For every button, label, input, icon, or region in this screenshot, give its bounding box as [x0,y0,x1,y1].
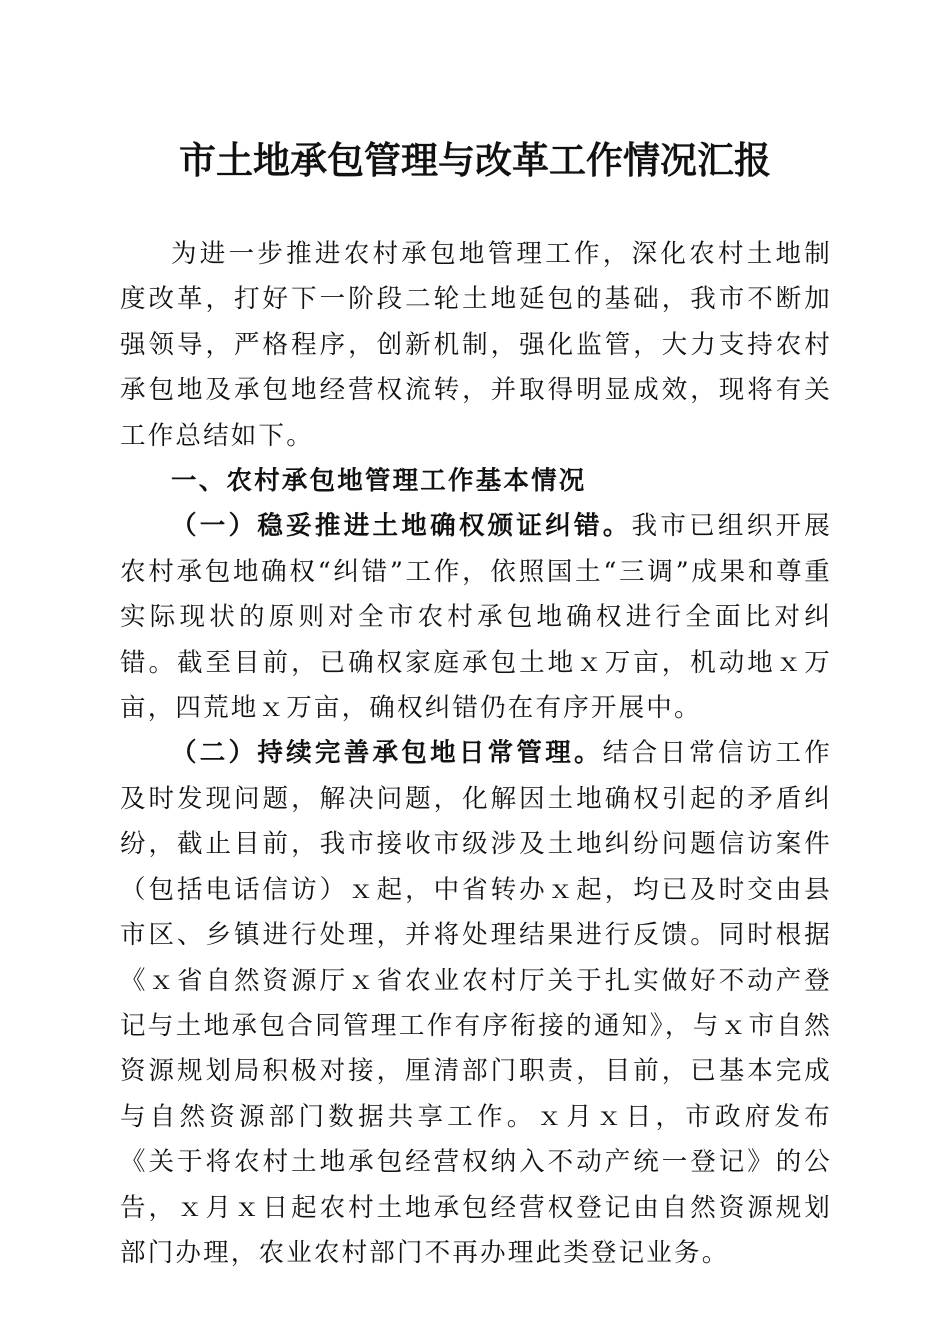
item-lead-1: （一）稳妥推进土地确权颁证纠错。 [171,511,632,542]
document-title: 市土地承包管理与改革工作情况汇报 [179,138,771,182]
item-text-1: 我市已组织开展农村承包地确权“纠错”工作，依照国土“三调”成果和尊重实际现状的原则对全市农村承包地确权进行全面比对纠错。截至目前，已确权家庭承包土地ｘ万亩，机动地ｘ万亩，四荒地ｘ万亩，确权纠错仍在有序开展中。 [120,511,832,724]
item-paragraph-1 [120,504,832,731]
intro-paragraph: 为进一步推进农村承包地管理工作，深化农村土地制度改革，打好下一阶段二轮土地延包的基础，我市不断加强领导，严格程序，创新机制，强化监管，大力支持农村承包地及承包地经营权流转，并取得明显成效，现将有关工作总结如下。 [120,239,832,451]
item-paragraph-2 [120,731,832,1276]
item-text-2: 结合日常信访工作及时发现问题，解决问题，化解因土地确权引起的矛盾纠纷，截止目前，我市接收市级涉及土地纠纷问题信访案件（包括电话信访）ｘ起，中省转办ｘ起，均已及时交由县市区、乡镇进行处理，并将处理结果进行反馈。同时根据《ｘ省自然资源厅ｘ省农业农村厅关于扎实做好不动产登记与土地承包合同管理工作有序衔接的通知》，与ｘ市自然资源规划局积极对接，厘清部门职责，目前，已基本完成与自然资源部门数据共享工作。ｘ月ｘ日，市政府发布《关于将农村土地承包经营权纳入不动产统一登记》的公告，ｘ月ｘ日起农村土地承包经营权登记由自然资源规划部门办理，农业农村部门不再办理此类登记业务。 [120,738,832,1268]
item-lead-2: （二）持续完善承包地日常管理。 [171,738,603,769]
section-heading: 一、农村承包地管理工作基本情况 [171,466,587,497]
document-body [120,232,832,1276]
